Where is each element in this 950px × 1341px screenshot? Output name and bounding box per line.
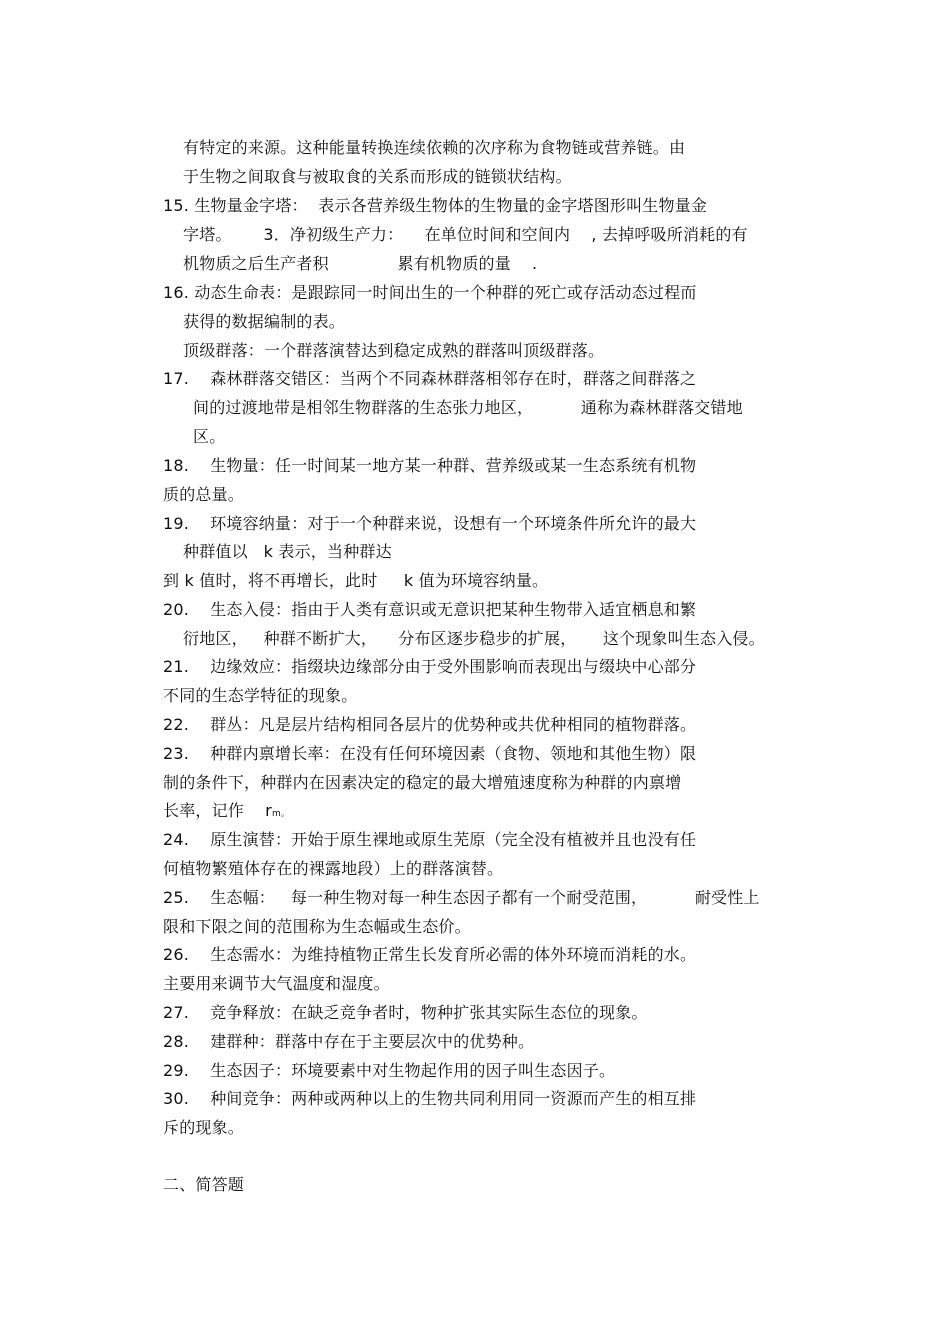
text-line: 26. 生态需水：为维持植物正常生长发育所必需的体外环境而消耗的水。 [163, 945, 697, 964]
text-line: 21. 边缘效应：指缀块边缘部分由于受外围影响而表现出与缀块中心部分 [163, 657, 697, 676]
text-line: 于生物之间取食与被取食的关系而形成的链锁状结构。 [183, 167, 572, 186]
text-line: 斥的现象。 [163, 1118, 245, 1137]
text-line: 15. 生物量金字塔： 表示各营养级生物体的生物量的金字塔图形叫生物量金 [163, 196, 708, 215]
text-line: 获得的数据编制的表。 [183, 312, 346, 331]
text-line: 衍地区， 种群不断扩大， 分布区逐步稳步的扩展， 这个现象叫生态入侵。 [183, 629, 765, 648]
subscript: m。 [271, 809, 291, 819]
text-line: 机物质之后生产者积 累有机物质的量 . [183, 254, 538, 273]
text-line: 何植物繁殖体存在的裸露地段）上的群落演替。 [163, 859, 504, 878]
text-line: 限和下限之间的范围称为生态幅或生态价。 [163, 917, 471, 936]
text-line: 到 k 值时，将不再增长，此时 k 值为环境容纳量。 [163, 571, 549, 590]
text-line: 23. 种群内禀增长率：在没有任何环境因素（食物、领地和其他生物）限 [163, 744, 697, 763]
text-line: 顶级群落：一个群落演替达到稳定成熟的群落叫顶级群落。 [183, 341, 605, 360]
text-line: 24. 原生演替：开始于原生裸地或原生芜原（完全没有植被并且也没有任 [163, 830, 697, 849]
text-segment: 长率，记作 r [163, 801, 272, 820]
text-line: 29. 生态因子：环境要素中对生物起作用的因子叫生态因子。 [163, 1061, 616, 1080]
text-line: 种群值以 k 表示，当种群达 [183, 542, 392, 561]
text-line: 字塔。 3．净初级生产力： 在单位时间和空间内 , 去掉呼吸所消耗的有 [183, 225, 748, 244]
text-line: 25. 生态幅： 每一种生物对每一种生态因子都有一个耐受范围， 耐受性上 [163, 888, 760, 907]
text-line: 30. 种间竞争：两种或两种以上的生物共同利用同一资源而产生的相互排 [163, 1089, 697, 1108]
text-line [163, 801, 290, 824]
text-line: 有特定的来源。这种能量转换连续依赖的次序称为食物链或营养链。由 [183, 138, 686, 157]
text-line: 间的过渡地带是相邻生物群落的生态张力地区， 通称为森林群落交错地 [193, 398, 743, 417]
text-line: 19. 环境容纳量：对于一个种群来说，设想有一个环境条件所允许的最大 [163, 514, 697, 533]
section-heading: 二、简答题 [163, 1175, 245, 1194]
text-line: 16. 动态生命表：是跟踪同一时间出生的一个种群的死亡或存活动态过程而 [163, 283, 697, 302]
text-line: 制的条件下，种群内在因素决定的稳定的最大增殖速度称为种群的内禀增 [163, 773, 682, 792]
text-line: 28. 建群种：群落中存在于主要层次中的优势种。 [163, 1032, 535, 1051]
text-line: 22. 群丛：凡是层片结构相同各层片的优势种或共优种相同的植物群落。 [163, 715, 697, 734]
text-line: 27. 竞争释放：在缺乏竞争者时，物种扩张其实际生态位的现象。 [163, 1003, 648, 1022]
text-line: 20. 生态入侵：指由于人类有意识或无意识把某种生物带入适宜栖息和繁 [163, 600, 697, 619]
text-line: 17. 森林群落交错区：当两个不同森林群落相邻存在时，群落之间群落之 [163, 369, 697, 388]
text-line: 不同的生态学特征的现象。 [163, 686, 358, 705]
text-line: 区。 [193, 427, 226, 446]
text-line: 质的总量。 [163, 485, 245, 504]
text-line: 主要用来调节大气温度和湿度。 [163, 974, 390, 993]
text-line: 18. 生物量：任一时间某一地方某一种群、营养级或某一生态系统有机物 [163, 456, 697, 475]
